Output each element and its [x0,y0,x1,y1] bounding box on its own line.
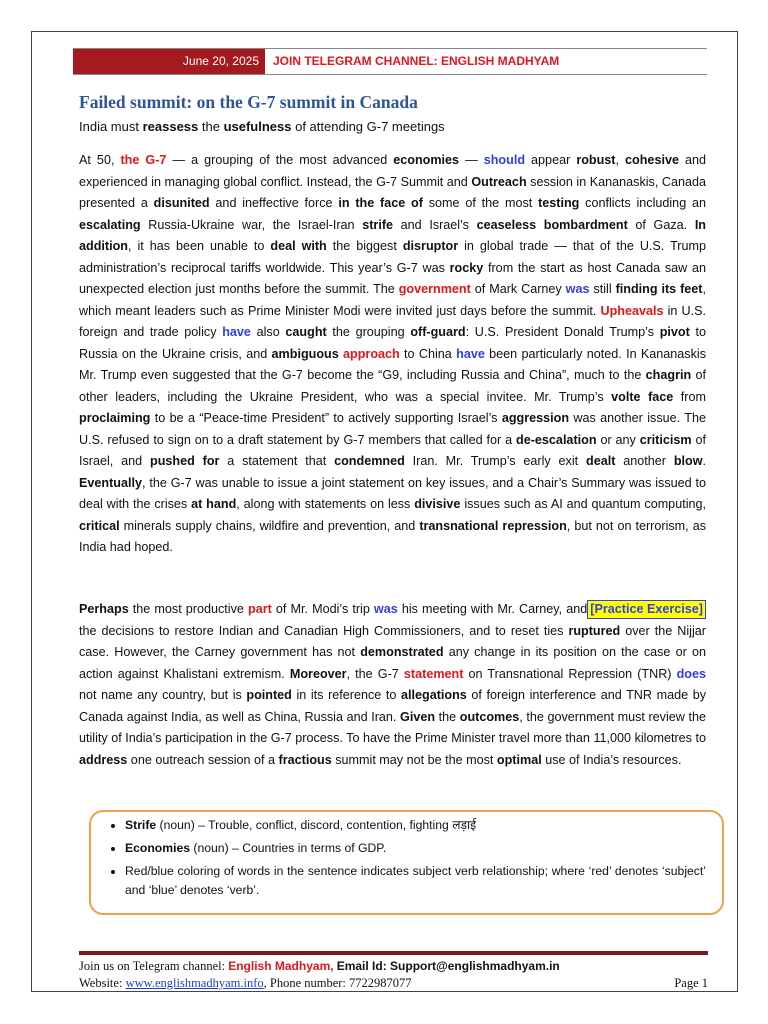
article-title: Failed summit: on the G-7 summit in Canada [79,92,418,112]
text-run: his meeting with Mr. Carney, and the decisions to restore Indian and Canadian High Commissioners, and to reset ties [79,602,588,638]
text-run: in global trade — that of the U.S. Trump administration’s reciprocal tariffs worldwide. This year’s G-7 was [79,239,706,275]
text-run: of other leaders, including the Ukraine President, who was a special invitee. Mr. Trump’s [79,368,706,404]
text-run: : U.S. President Donald Trump’s [465,325,660,339]
footer-line-2 [79,975,708,992]
footer [79,958,708,992]
text-run: , but not on terrorism, as India had hoped. [79,518,706,554]
text-run: Iran. Mr. Trump’s early exit [404,454,586,468]
bold-term: Outreach [471,174,527,189]
verb-word: should [483,153,526,167]
text-run: Russia-Ukraine war, the Israel-Iran [140,217,363,232]
bold-term: escalating [79,217,141,232]
text-run: and ineffective force [209,196,339,210]
text-run: At 50, [79,153,121,167]
bold-term: cohesive [625,153,679,167]
bold-term: blow [673,454,703,468]
text-run: of Mark Carney [470,282,566,296]
footer-website-link[interactable]: www.englishmadhyam.info [125,976,264,990]
bold-term: condemned [334,454,405,468]
text-run: from the start as host Canada saw an unexpected election just months before the summit. The [79,260,706,296]
page-number: Page 1 [674,976,708,990]
text-run: , [615,153,626,167]
text-run: to Russia on the Ukraine crisis, and [79,325,706,361]
text-run: session in Kananaskis, Canada presented a [79,174,706,210]
bold-term: disunited [153,196,210,210]
bold-term: rocky [449,260,484,275]
bold-term: volte face [611,389,674,404]
bold-term: strife [362,217,394,232]
bold-term: outcomes [459,709,520,724]
verb-word: does [676,666,706,681]
bold-term: divisive [414,497,461,511]
vocab-item-color-note [125,862,706,900]
subject-word: statement [403,666,464,681]
text-run: (noun) – Trouble, conflict, discord, contention, fighting लड़ाई [156,818,477,832]
bold-term: fractious [278,752,332,767]
text-run: the biggest [326,239,403,253]
text-run: appear [525,153,577,167]
subject-word: Upheavals [600,303,664,318]
bold-term: reassess [142,119,199,134]
text-run: also [250,325,286,339]
footer-line-1 [79,958,708,975]
vocab-item-economies [125,839,706,858]
bold-term: Perhaps [79,602,129,616]
footer-phone: , Phone number: 7722987077 [263,976,412,990]
text-run: to China [399,346,457,361]
text-run: issues such as AI and quantum computing, [460,497,706,511]
subject-word: part [248,602,272,616]
bold-term: Moreover [289,666,347,681]
bold-term: transnational repression [419,518,567,533]
text-run: India must [79,119,143,134]
text-run: the most productive [128,602,248,616]
text-run: in U.S. foreign and trade policy [79,303,706,339]
text-run: over the Nijjar case. However, the Carney government has not [79,623,706,659]
verb-word: have [222,325,251,339]
bold-term: ambiguous [271,346,339,361]
text-run: some of the most [422,196,539,210]
text-run: conflicts including an [579,196,707,210]
text-run: and experienced in managing global conflict. Instead, the G-7 Summit and [79,153,707,189]
text-run: from [673,389,706,404]
text-run: — [459,153,484,167]
text-run: the [198,119,224,134]
text-run: . [702,454,706,468]
bold-term: deal with [270,239,327,253]
text-run: , it has been unable to [127,239,271,253]
subject-word: the G-7 [120,153,167,167]
practice-exercise-link[interactable]: [Practice Exercise] [587,600,706,619]
bold-term: economies [393,153,460,167]
footer-website-label: Website: [79,976,126,990]
text-run: still [589,282,616,296]
bold-term: allegations [401,688,467,702]
telegram-banner[interactable]: JOIN TELEGRAM CHANNEL: ENGLISH MADHYAM [273,54,560,68]
text-run: , along with statements on less [236,497,415,511]
bold-term: proclaiming [79,411,151,425]
bold-term: at hand [191,497,237,511]
text-run: of foreign interference and TNR made by Canada against India, as well as China, Russia and Iran. [79,688,706,724]
text-run: the grouping [326,325,411,339]
bold-term: pointed [246,688,292,702]
subject-word: approach [343,346,400,361]
text-run: minerals supply chains, wildfire and prevention, and [119,518,420,533]
text-run: of Gaza. [627,217,695,232]
bold-term: in the face of [338,196,423,210]
bold-term: Strife [125,818,157,832]
bold-term: robust [576,153,616,167]
bold-term: In addition [79,217,707,253]
bold-term: Eventually [79,475,142,490]
text-run: or any [596,432,640,447]
bold-term: aggression [501,411,570,425]
text-run: on Transnational Repression (TNR) [463,666,677,681]
text-run: , which meant leaders such as Prime Minister Modi were invited just days before the summit. [79,282,707,318]
footer-divider [79,951,708,955]
text-run: any change in its position on the case or on action against Khalistani extremism. [79,645,706,681]
article-subtitle [79,118,709,136]
bold-term: criticism [639,432,692,447]
text-run: was another issue. The U.S. refused to sign on to a draft statement by G-7 members that called for a [79,411,706,447]
text-run: one outreach session of a [127,752,279,767]
vocabulary-box [89,810,724,915]
bold-term: de-escalation [516,432,597,447]
footer-email[interactable]: Email Id: Support@englishmadhyam.in [336,959,560,973]
subject-word: government [398,282,471,296]
text-run: and Israel’s [393,217,477,232]
text-run: of Israel, and [79,432,706,468]
paragraph-2-text [79,602,706,767]
article-paragraph-1 [79,150,706,559]
text-run: in its reference to [291,688,401,702]
bold-term: Economies [125,841,191,855]
bold-term: address [79,752,128,767]
bold-term: demonstrated [360,645,444,659]
text-run: Red/blue coloring of words in the sentence indicates subject verb relationship; where ‘red’ denotes ‘subject’ and ‘blue’ denotes ‘verb’. [125,864,706,897]
footer-join-text: Join us on Telegram channel: [79,959,229,973]
text-run: not name any country, but is [79,688,247,702]
bold-term: pivot [659,325,690,339]
bold-term: Given [400,709,436,724]
bold-term: off-guard [410,325,466,339]
text-run: another [615,454,674,468]
text-run: , the government must review the utility of India’s participation in the G-7 process. To have the Prime Minister travel more than 11,000 kilometres to [79,709,706,745]
text-run: been particularly noted. In Kananaskis Mr. Trump even suggested that the G-7 become the “G9, including Russia and China”, much to the [79,346,707,382]
bold-term: optimal [496,752,542,767]
bold-term: chagrin [645,368,692,382]
bold-term: caught [285,325,327,339]
text-run: use of India’s resources. [541,752,682,767]
text-run: the [435,709,460,724]
verb-word: have [456,346,485,361]
text-run: — a grouping of the most advanced [166,153,394,167]
bold-term: finding its feet [615,282,703,296]
text-run: summit may not be the most [331,752,497,767]
header-date: June 20, 2025 [73,49,265,74]
bold-term: testing [538,196,580,210]
bold-term: ruptured [568,623,621,638]
verb-word: was [373,602,398,616]
bold-term: ceaseless bombardment [476,217,628,232]
bold-term: disruptor [402,239,459,253]
text-run: to be a “Peace-time President” to actively supporting Israel’s [150,411,502,425]
text-run: of attending G-7 meetings [291,119,445,134]
text-run: , the G-7 [346,666,404,681]
bold-term: usefulness [223,119,292,134]
bold-term: dealt [586,454,616,468]
verb-word: was [565,282,590,296]
footer-channel-name[interactable]: English Madhyam, [228,959,334,973]
bold-term: pushed for [150,454,220,468]
vocab-item-strife [125,816,706,835]
text-run: , the G-7 was unable to issue a joint statement on key issues, and a Chair’s Summary was issued to deal with the crises [79,475,706,511]
bold-term: critical [79,518,120,533]
text-run: (noun) – Countries in terms of GDP. [190,841,387,855]
text-run: of Mr. Modi’s trip [271,602,374,616]
article-paragraph-2 [79,599,706,771]
text-run: a statement that [219,454,335,468]
header-bar [73,48,707,75]
